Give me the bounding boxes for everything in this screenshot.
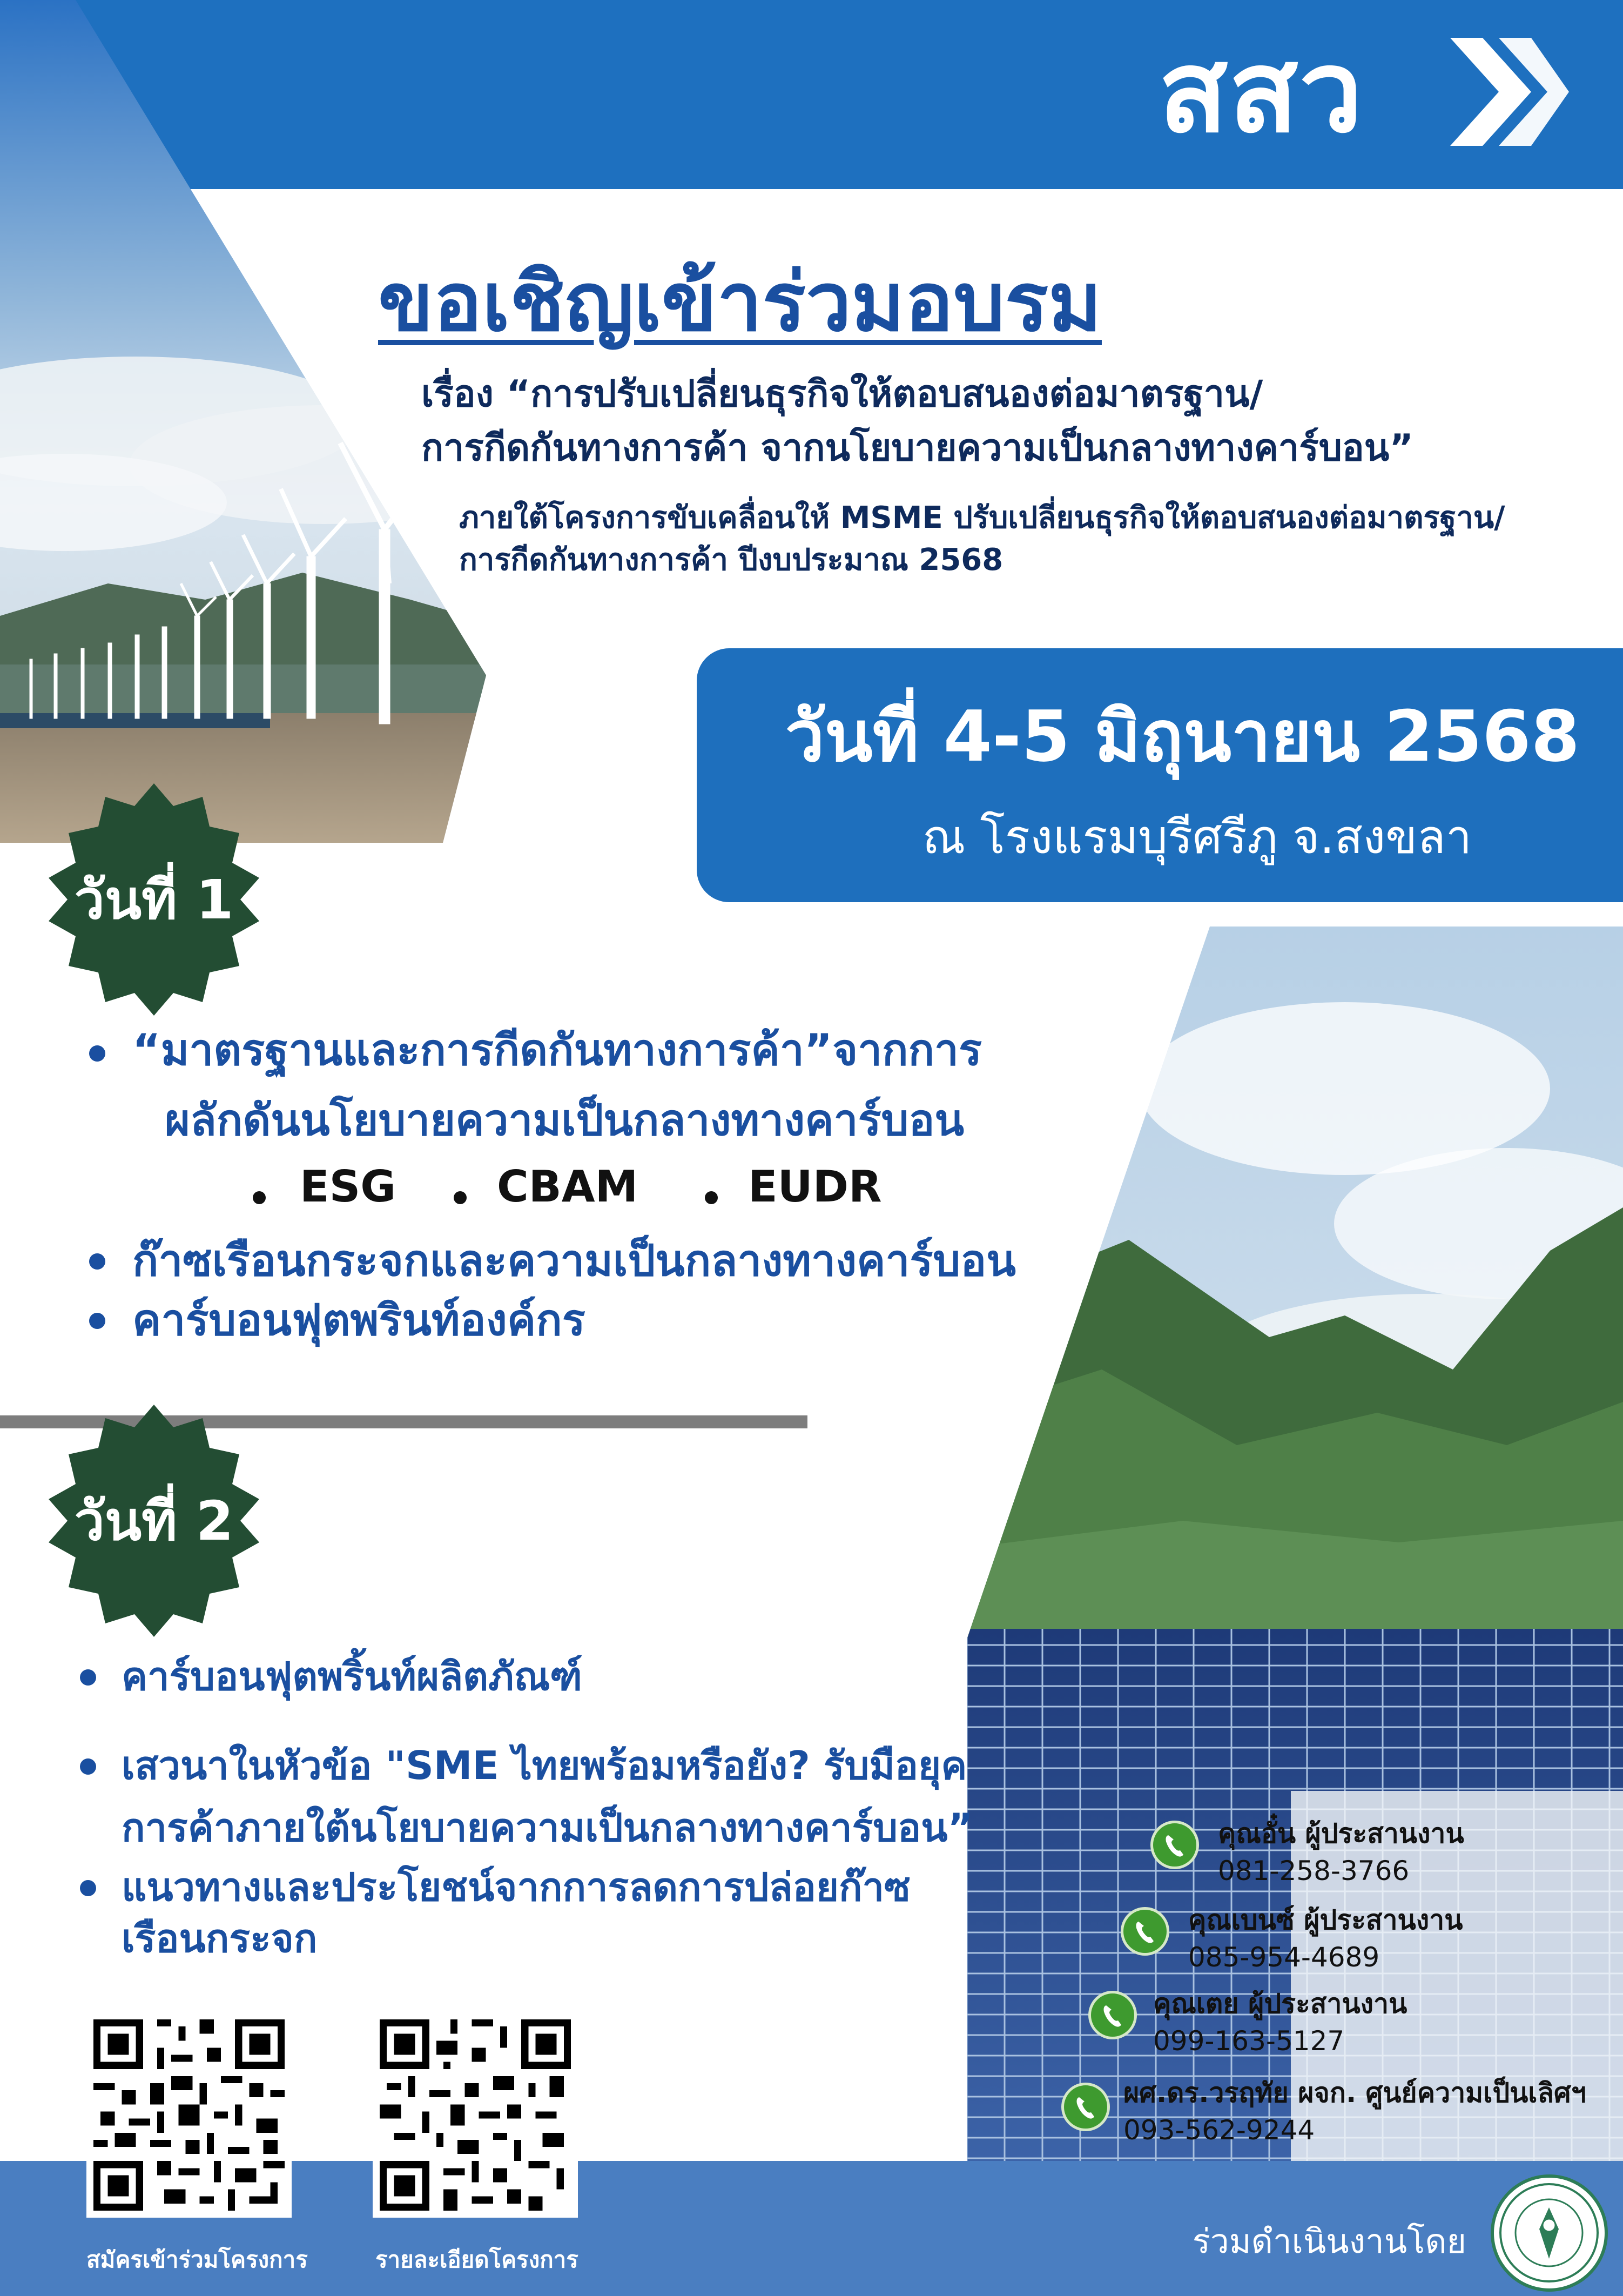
- university-seal-icon: [1491, 2174, 1608, 2292]
- bullet-icon: [89, 1253, 105, 1270]
- contact-1-name: คุณอั๋น ผู้ประสานงาน: [1218, 1818, 1464, 1849]
- day2-badge: [38, 1405, 270, 1637]
- day2-item-2-line-2: การค้าภายใต้นโยบายความเป็นกลางทางคาร์บอน”: [122, 1805, 973, 1850]
- contact-3: [1153, 1983, 1407, 2057]
- day2-item-3-line-1: แนวทางและประโยชน์จากการลดการปล่อยก๊าซ: [122, 1864, 911, 1910]
- cooperation-label: ร่วมดำเนินงานโดย: [1192, 2221, 1466, 2261]
- project-line-1: ภายใต้โครงการขับเคลื่อนให้ MSME ปรับเปลี่ยนธุรกิจให้ตอบสนองต่อมาตรฐาน/: [459, 500, 1505, 535]
- details-qr-code[interactable]: [373, 2012, 578, 2218]
- day1-badge-label: วันที่ 1: [74, 868, 234, 931]
- bullet-icon: [80, 1880, 96, 1896]
- bullet-icon: [253, 1191, 266, 1204]
- contact-4-name: ผศ.ดร.วรฤทัย ผจก. ศูนย์ความเป็นเลิศฯ: [1123, 2077, 1586, 2109]
- bullet-icon: [454, 1191, 467, 1204]
- day1-item-1-line-1: “มาตรฐานและการกีดกันทางการค้า”จากการ: [132, 1025, 982, 1075]
- contact-2-phone: 085-954-4689: [1188, 1942, 1380, 1973]
- day2-item-3-line-2: เรือนกระจก: [122, 1916, 318, 1961]
- project-description: [459, 497, 1505, 581]
- event-date-box: [697, 648, 1623, 902]
- event-date: วันที่ 4-5 มิถุนายน 2568: [785, 695, 1580, 777]
- day2-item-1: คาร์บอนฟุตพริ้นท์ผลิตภัณฑ์: [122, 1654, 583, 1699]
- contact-2-name: คุณเบนซ์ ผู้ประสานงาน: [1188, 1904, 1463, 1936]
- details-qr-label: รายละเอียดโครงการ: [375, 2246, 578, 2273]
- tag-eudr: EUDR: [748, 1162, 882, 1212]
- wind-turbine-image: [0, 0, 486, 843]
- bullet-icon: [80, 1758, 96, 1775]
- register-qr-code[interactable]: [86, 2012, 292, 2218]
- bullet-icon: [705, 1191, 718, 1204]
- sme-logo: [1159, 16, 1569, 167]
- phone-icon: [1121, 1907, 1169, 1956]
- day1-badge: [38, 783, 270, 1016]
- contact-3-name: คุณเตย ผู้ประสานงาน: [1153, 1988, 1408, 2019]
- page-title: ขอเชิญเข้าร่วมอบรม: [378, 256, 1102, 350]
- phone-icon: [1061, 2083, 1110, 2131]
- tag-cbam: CBAM: [497, 1162, 638, 1212]
- subject-line-2: การกีดกันทางการค้า จากนโยบายความเป็นกลางทางคาร์บอน”: [421, 427, 1413, 469]
- double-chevron-icon: [1439, 38, 1569, 146]
- subject-line-1: เรื่อง “การปรับเปลี่ยนธุรกิจให้ตอบสนองต่อมาตรฐาน/: [421, 373, 1263, 415]
- day1-item-2: ก๊าซเรือนกระจกและความเป็นกลางทางคาร์บอน: [132, 1236, 1016, 1286]
- project-line-2: การกีดกันทางการค้า ปีงบประมาณ 2568: [459, 542, 1004, 578]
- event-venue: ณ โรงแรมบุรีศรีภู จ.สงขลา: [922, 810, 1472, 864]
- contact-4-phone: 093-562-9244: [1123, 2114, 1315, 2146]
- day2-item-2-line-1: เสวนาในหัวข้อ "SME ไทยพร้อมหรือยัง? รับมือยุค: [122, 1743, 967, 1788]
- register-qr-label: สมัครเข้าร่วมโครงการ: [86, 2246, 308, 2273]
- day1-item-1-line-2: ผลักดันนโยบายความเป็นกลางทางคาร์บอน: [165, 1095, 965, 1145]
- contact-3-phone: 099-163-5127: [1153, 2025, 1345, 2057]
- contact-4: [1123, 2072, 1586, 2146]
- tag-esg: ESG: [300, 1162, 396, 1212]
- day2-badge-label: วันที่ 2: [74, 1489, 234, 1553]
- day1-item-3: คาร์บอนฟุตพรินท์องค์กร: [132, 1295, 585, 1345]
- contact-1-phone: 081-258-3766: [1218, 1855, 1410, 1887]
- contact-2: [1188, 1899, 1463, 1973]
- phone-icon: [1088, 1991, 1137, 2039]
- contact-1: [1218, 1812, 1464, 1887]
- solar-farm-image: [967, 927, 1623, 2161]
- bullet-icon: [89, 1045, 105, 1062]
- subject: [421, 367, 1413, 475]
- phone-icon: [1150, 1821, 1199, 1869]
- logo-text: สสว: [1159, 25, 1364, 158]
- bullet-icon: [89, 1313, 105, 1329]
- bullet-icon: [80, 1669, 96, 1686]
